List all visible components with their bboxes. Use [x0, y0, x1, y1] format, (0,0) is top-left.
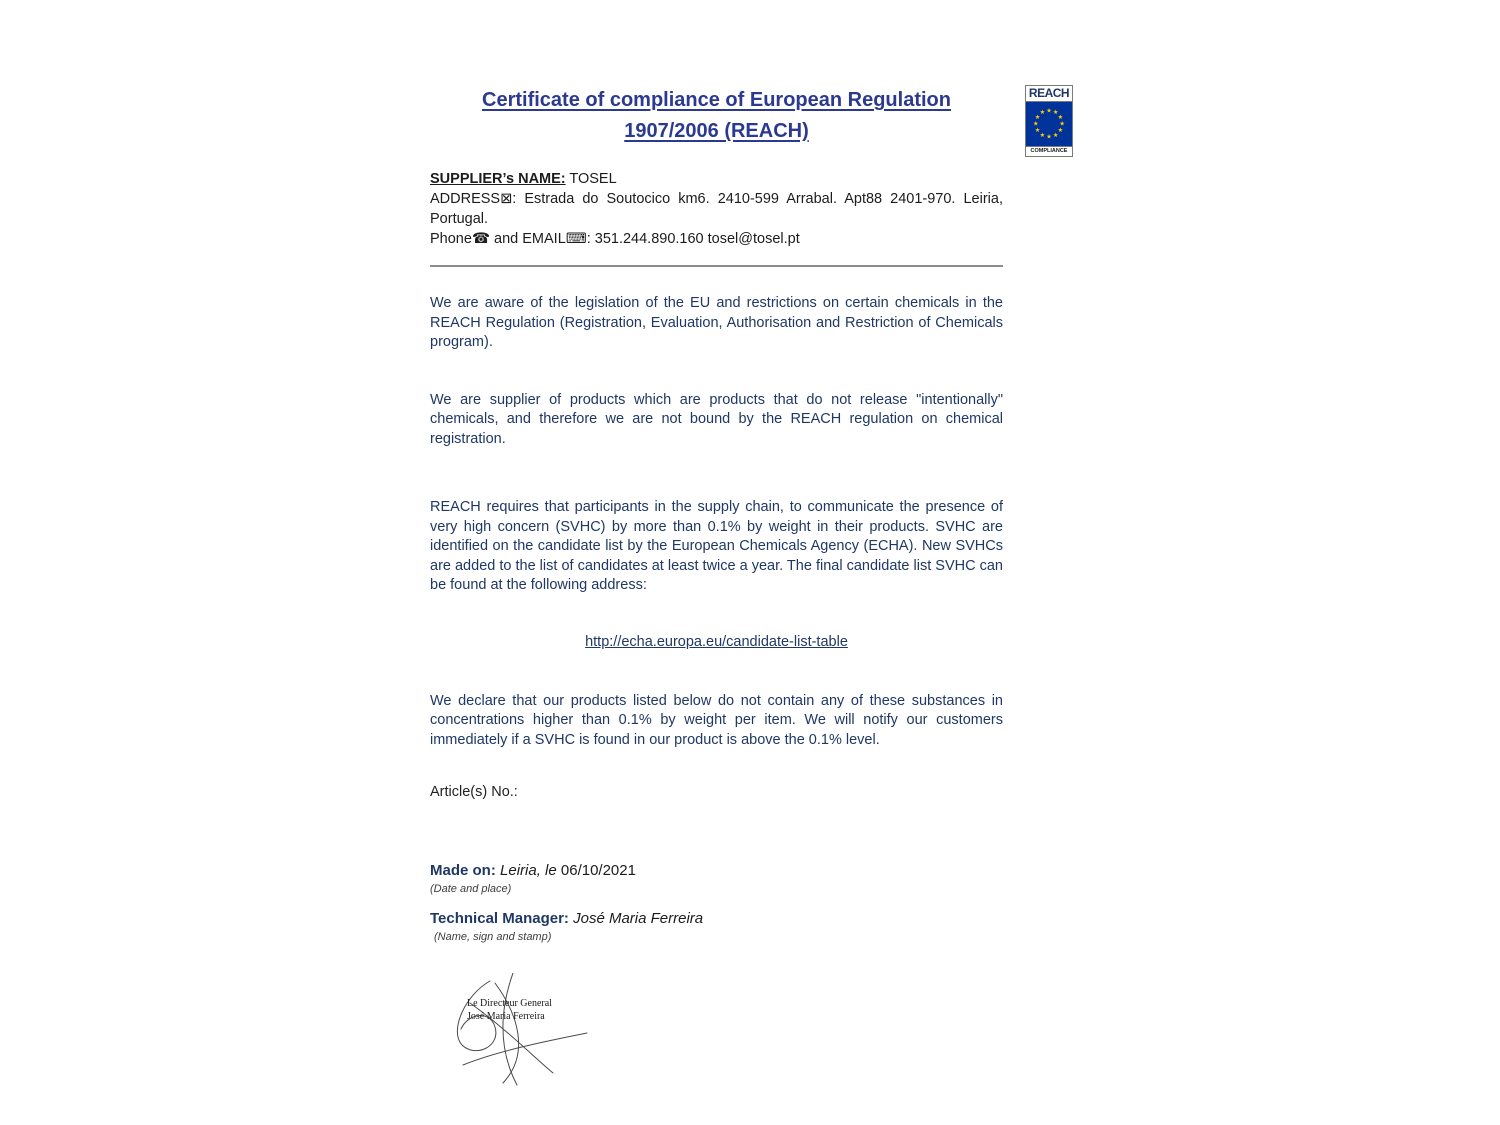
supplier-contact-line	[430, 229, 1003, 249]
paragraph-declaration: We declare that our products listed below do not contain any of these substances in concentrations higher than 0.1% by weight per item. We will notify our customers immediately if a SVHC is found in our product is above the 0.1% level.	[430, 692, 1003, 748]
reach-compliance-logo	[1025, 85, 1073, 157]
svg-text:★: ★	[1052, 109, 1059, 117]
address-label: ADDRESS	[430, 191, 501, 207]
made-on-label: Made on:	[430, 862, 496, 879]
email-label: and EMAIL	[490, 231, 566, 247]
svg-text:★: ★	[1059, 120, 1065, 128]
technical-manager-line	[430, 910, 1003, 927]
section-divider	[430, 265, 1003, 267]
made-on-line	[430, 862, 1003, 879]
svg-text:★: ★	[1034, 113, 1041, 121]
technical-manager-label: Technical Manager:	[430, 910, 569, 927]
signature-block	[435, 973, 645, 1088]
made-on-place: Leiria, le	[495, 862, 561, 879]
computer-icon: ⌨	[565, 231, 587, 247]
svg-text:★: ★	[1046, 107, 1052, 115]
svg-text:★: ★	[1057, 113, 1064, 121]
envelope-icon: ⊠	[500, 191, 513, 207]
svg-text:★: ★	[1033, 120, 1039, 128]
supplier-name-value: TOSEL	[565, 171, 617, 187]
candidate-list-link-row	[430, 634, 1003, 650]
svg-text:★: ★	[1039, 109, 1046, 117]
paragraph-supplier-products: We are supplier of products which are products that do not release "intentionally" chemicals, and therefore we are not bound by the REACH regulation on chemical registration.	[430, 391, 1003, 447]
supplier-name-label: SUPPLIER’s NAME:	[430, 171, 566, 187]
svg-text:★: ★	[1057, 127, 1064, 135]
page-title	[430, 85, 1003, 147]
candidate-list-link[interactable]: http://echa.europa.eu/candidate-list-table	[585, 633, 848, 650]
article-number-line: Article(s) No.:	[430, 784, 518, 800]
address-value: : Estrada do Soutocico km6. 2410-599 Arrabal. Apt88 2401-970. Leiria, Portugal.	[430, 191, 1003, 227]
title-line-1: Certificate of compliance of European Regulation	[482, 89, 951, 111]
title-line-2: 1907/2006 (REACH)	[624, 120, 809, 142]
supplier-name-line	[430, 169, 1003, 189]
svg-text:★: ★	[1034, 127, 1041, 135]
supplier-address-line	[430, 189, 1003, 229]
svg-text:★: ★	[1039, 131, 1046, 139]
svg-text:★: ★	[1052, 131, 1059, 139]
paragraph-reach-requires: REACH requires that participants in the supply chain, to communicate the presence of very high concern (SVHC) by more than 0.1% by weight in their products. SVHC are identified on the candidate list by the European Chemicals Agency (ECHA). New SVHCs are added to the list of candidates at least twice a year. The final candidate list SVHC can be found at the following address:	[430, 499, 1003, 593]
phone-label: Phone	[430, 231, 472, 247]
paragraph-awareness: We are aware of the legislation of the EU and restrictions on certain chemicals in the REACH Regulation (Registration, Evaluation, Authorisation and Restriction of Chemicals program).	[430, 295, 1003, 350]
signature-line-2: José Maria Ferreira	[467, 1011, 545, 1022]
name-sign-stamp-note: (Name, sign and stamp)	[434, 931, 552, 943]
phone-icon: ☎	[471, 231, 490, 247]
technical-manager-name: José Maria Ferreira	[568, 910, 704, 927]
logo-reach-text: REACH	[1026, 86, 1072, 102]
svg-text:★: ★	[1046, 133, 1052, 141]
supplier-block	[430, 169, 1003, 249]
contact-value: : 351.244.890.160 tosel@tosel.pt	[586, 231, 800, 247]
made-on-date: 06/10/2021	[560, 862, 636, 879]
logo-compliance-text: COMPLIANCE	[1026, 146, 1072, 156]
signature-stamp-text	[467, 997, 552, 1023]
eu-flag-icon	[1026, 102, 1072, 146]
date-place-note: (Date and place)	[430, 883, 512, 895]
document-body	[430, 85, 1003, 1088]
signature-scribble-icon	[435, 973, 645, 1088]
signature-line-1: Le Directeur General	[467, 998, 552, 1009]
